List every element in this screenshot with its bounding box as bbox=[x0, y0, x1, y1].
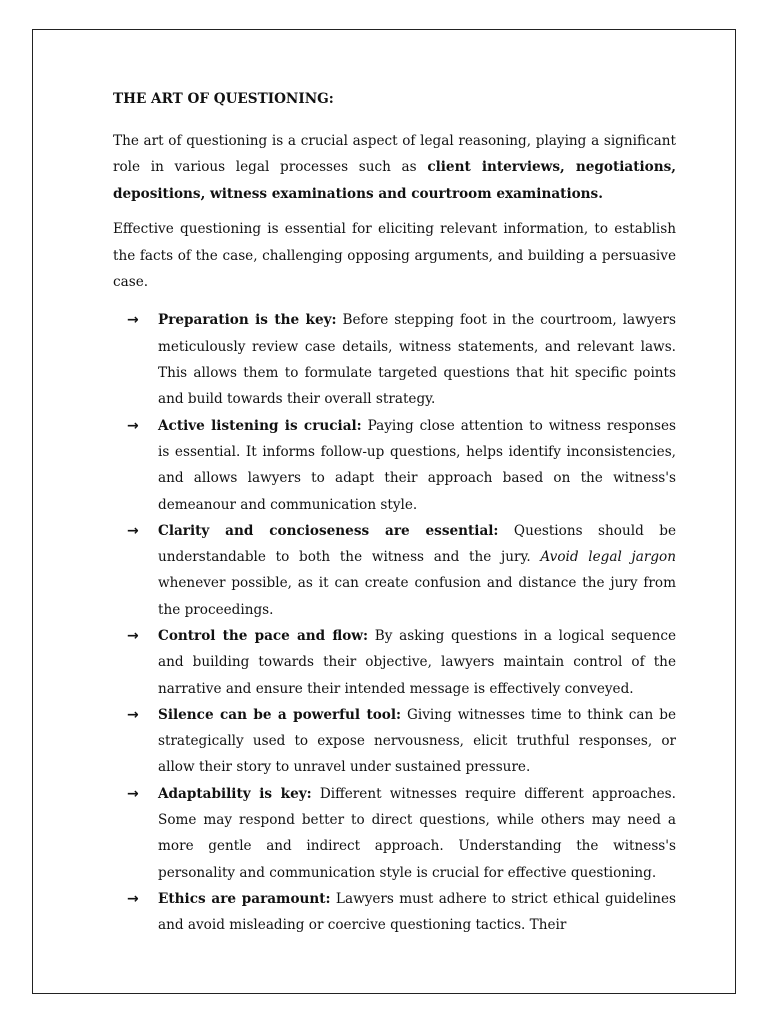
document-title: THE ART OF QUESTIONING: bbox=[113, 91, 334, 107]
document-page bbox=[32, 29, 736, 994]
point-text: Lawyers must adhere to strict ethical guidelines and avoid misleading or coercive questioning tactics. Their bbox=[158, 890, 676, 934]
point-heading: Control the pace and flow: bbox=[158, 628, 368, 644]
intro-bold-text: client interviews, negotiations, depositions, witness examinations and courtroom examinations. bbox=[113, 159, 677, 202]
point-text: Before stepping foot in the courtroom, lawyers meticulously review case details, witness statements, and relevant laws. This allows them to formulate targeted questions that hit specific points and build towards their overall strategy. bbox=[158, 312, 676, 408]
right-arrow-icon: → bbox=[127, 785, 139, 802]
list-item bbox=[113, 702, 676, 781]
list-item bbox=[113, 886, 676, 939]
right-arrow-icon: → bbox=[127, 417, 139, 434]
list-item bbox=[113, 413, 676, 518]
point-heading: Ethics are paramount: bbox=[158, 890, 331, 907]
right-arrow-icon: → bbox=[127, 890, 139, 907]
point-text: Different witnesses require different approaches. Some may respond better to direct questions, while others may need a more gentle and indirect approach. Understanding the witness's personality and communication style is crucial for effective questioning. bbox=[158, 785, 676, 881]
right-arrow-icon: → bbox=[127, 706, 139, 723]
right-arrow-icon: → bbox=[127, 522, 139, 539]
point-text: By asking questions in a logical sequence and building towards their objective, lawyers maintain control of the narrative and ensure their intended message is effectively conveyed. bbox=[158, 628, 677, 697]
point-text: Paying close attention to witness responses is essential. It informs follow-up questions, helps identify inconsistencies, and allows lawyers to adapt their approach based on the witness's demeanour and communication style. bbox=[158, 417, 676, 513]
second-paragraph: Effective questioning is essential for eliciting relevant information, to establish the facts of the case, challenging opposing arguments, and building a persuasive case. bbox=[113, 221, 676, 291]
point-heading: Silence can be a powerful tool: bbox=[158, 706, 402, 723]
point-heading: Preparation is the key: bbox=[158, 312, 337, 329]
list-item bbox=[113, 518, 676, 623]
right-arrow-icon: → bbox=[127, 628, 139, 644]
point-heading: Adaptability is key: bbox=[158, 785, 312, 802]
list-item bbox=[113, 623, 676, 702]
page-content bbox=[113, 86, 676, 939]
point-italic-text: Avoid legal jargon bbox=[540, 549, 676, 566]
point-text: Questions should be understandable to both the witness and the jury. bbox=[158, 522, 676, 566]
key-points-list bbox=[113, 307, 676, 938]
list-item bbox=[113, 781, 676, 886]
list-item bbox=[113, 307, 676, 412]
point-text: Giving witnesses time to think can be strategically used to expose nervousness, elicit truthful responses, or allow their story to unravel under sustained pressure. bbox=[158, 706, 676, 776]
point-heading: Clarity and concioseness are essential: bbox=[158, 522, 499, 539]
intro-text: The art of questioning is a crucial aspect of legal reasoning, playing a significant role in various legal processes such as bbox=[113, 133, 676, 176]
intro-paragraph bbox=[113, 128, 676, 207]
point-text-after: whenever possible, as it can create confusion and distance the jury from the proceedings. bbox=[158, 575, 676, 618]
right-arrow-icon: → bbox=[127, 312, 139, 329]
point-heading: Active listening is crucial: bbox=[158, 417, 362, 434]
